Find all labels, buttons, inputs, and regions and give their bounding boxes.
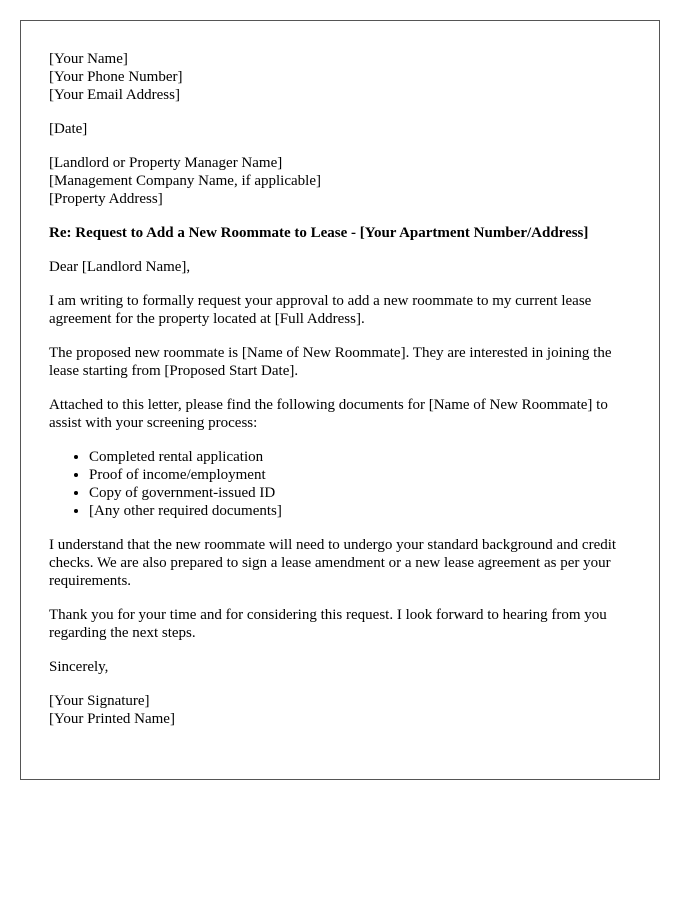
- body-paragraph-4: I understand that the new roommate will need to undergo your standard background and credit checks. We are also prepared to sign a lease amendment or a new lease agreement as per your requirements.: [49, 537, 617, 589]
- closing: Sincerely,: [49, 659, 109, 675]
- sender-block: [49, 50, 631, 104]
- sender-email: [Your Email Address]: [49, 87, 180, 103]
- letter-date: [Date]: [49, 121, 88, 137]
- body-paragraph-1: I am writing to formally request your approval to add a new roommate to my current lease agreement for the property located at [Full Address].: [49, 293, 592, 327]
- date-block: [49, 120, 631, 138]
- list-item: • [Any other required documents]: [89, 502, 631, 520]
- list-item: • Proof of income/employment: [89, 466, 631, 484]
- recipient-name: [Landlord or Property Manager Name]: [49, 155, 283, 171]
- sender-phone: [Your Phone Number]: [49, 69, 183, 85]
- letter: [20, 20, 660, 780]
- salutation: Dear [Landlord Name],: [49, 259, 191, 275]
- signature-block: [49, 692, 631, 728]
- body-paragraph-2: The proposed new roommate is [Name of New Roommate]. They are interested in joining the lease starting from [Proposed Start Date].: [49, 345, 612, 379]
- documents-list: [49, 448, 631, 520]
- printed-name: [Your Printed Name]: [49, 711, 175, 727]
- recipient-block: [49, 154, 631, 208]
- signature-placeholder: [Your Signature]: [49, 693, 150, 709]
- body-paragraph-5: Thank you for your time and for considering this request. I look forward to hearing from you regarding the next steps.: [49, 607, 607, 641]
- recipient-company: [Management Company Name, if applicable]: [49, 173, 321, 189]
- sender-name: [Your Name]: [49, 51, 128, 67]
- list-item: • Copy of government-issued ID: [89, 484, 631, 502]
- recipient-address: [Property Address]: [49, 191, 163, 207]
- list-item: • Completed rental application: [89, 448, 631, 466]
- subject-line: Re: Request to Add a New Roommate to Lease - [Your Apartment Number/Address]: [49, 225, 589, 241]
- body-paragraph-3: Attached to this letter, please find the following documents for [Name of New Roommate] to assist with your screening process:: [49, 397, 608, 431]
